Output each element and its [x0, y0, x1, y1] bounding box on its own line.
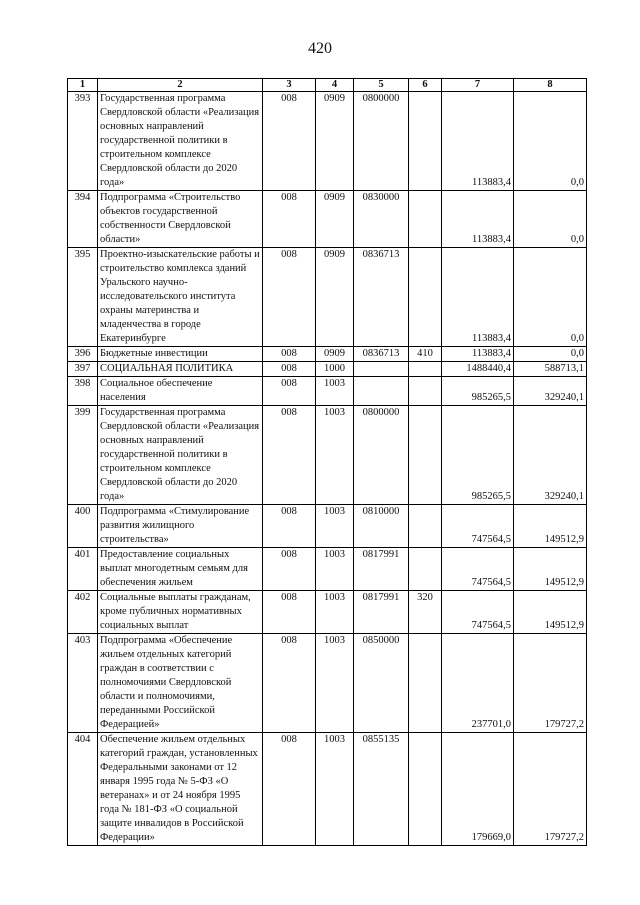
row-amount-8: 149512,9: [514, 591, 587, 634]
row-code-6: [409, 548, 442, 591]
row-name: Подпрограмма «Стимулирование развития жилищного строительства»: [98, 505, 263, 548]
row-code-6: 320: [409, 591, 442, 634]
row-code-5: 0800000: [354, 92, 409, 191]
row-code-3: 008: [263, 248, 316, 347]
row-amount-7: 113883,4: [442, 248, 514, 347]
row-code-4: 0909: [316, 92, 354, 191]
row-code-5: [354, 362, 409, 377]
row-code-4: 1003: [316, 505, 354, 548]
row-code-4: 0909: [316, 347, 354, 362]
row-amount-7: 747564,5: [442, 591, 514, 634]
row-amount-7: 747564,5: [442, 505, 514, 548]
row-code-5: [354, 377, 409, 406]
row-amount-7: 985265,5: [442, 377, 514, 406]
row-code-6: [409, 248, 442, 347]
row-amount-8: 179727,2: [514, 733, 587, 846]
row-code-4: 0909: [316, 248, 354, 347]
row-name: Подпрограмма «Обеспечение жильем отдельных категорий граждан в соответствии с полномочиями Свердловской области и полномочиями, переданными Российской Федерацией»: [98, 634, 263, 733]
row-code-3: 008: [263, 347, 316, 362]
row-code-4: 1000: [316, 362, 354, 377]
row-name: Социальные выплаты гражданам, кроме публичных нормативных социальных выплат: [98, 591, 263, 634]
row-name: Предоставление социальных выплат многодетным семьям для обеспечения жильем: [98, 548, 263, 591]
row-code-3: 008: [263, 377, 316, 406]
row-code-5: 0830000: [354, 191, 409, 248]
row-code-4: 0909: [316, 191, 354, 248]
row-amount-7: 985265,5: [442, 406, 514, 505]
row-name: Социальное обеспечение населения: [98, 377, 263, 406]
row-amount-8: 0,0: [514, 248, 587, 347]
header-cell: 1: [68, 79, 98, 92]
row-code-5: 0817991: [354, 548, 409, 591]
row-code-3: 008: [263, 505, 316, 548]
row-code-3: 008: [263, 548, 316, 591]
row-amount-7: 113883,4: [442, 92, 514, 191]
row-code-6: [409, 634, 442, 733]
row-code-5: 0850000: [354, 634, 409, 733]
row-number: 403: [68, 634, 98, 733]
header-cell: 2: [98, 79, 263, 92]
header-cell: 3: [263, 79, 316, 92]
row-code-3: 008: [263, 362, 316, 377]
row-amount-7: 1488440,4: [442, 362, 514, 377]
row-code-6: 410: [409, 347, 442, 362]
table-row: [68, 362, 587, 377]
budget-table: [67, 78, 587, 846]
row-amount-7: 179669,0: [442, 733, 514, 846]
row-name: Обеспечение жильем отдельных категорий граждан, установленных Федеральными законами от 12 января 1995 года № 5-ФЗ «О ветеранах» и от 24 ноября 1995 года № 181-ФЗ «О социальной защите инвалидов в Российской Федерации»: [98, 733, 263, 846]
row-code-6: [409, 406, 442, 505]
row-code-3: 008: [263, 733, 316, 846]
row-code-3: 008: [263, 92, 316, 191]
row-code-3: 008: [263, 591, 316, 634]
row-number: 402: [68, 591, 98, 634]
row-name: Государственная программа Свердловской области «Реализация основных направлений государственной политики в строительном комплексе Свердловской области до 2020 года»: [98, 406, 263, 505]
table-row: [68, 733, 587, 846]
row-number: 401: [68, 548, 98, 591]
row-number: 397: [68, 362, 98, 377]
table-row: [68, 248, 587, 347]
table-row: [68, 406, 587, 505]
row-code-5: 0836713: [354, 347, 409, 362]
row-name: Проектно-изыскательские работы и строительство комплекса зданий Уральского научно-исследовательского института охраны материнства и младенчества в городе Екатеринбурге: [98, 248, 263, 347]
row-amount-7: 113883,4: [442, 191, 514, 248]
row-code-6: [409, 377, 442, 406]
row-amount-8: 179727,2: [514, 634, 587, 733]
table-header-row: [68, 79, 587, 92]
row-code-6: [409, 505, 442, 548]
row-number: 398: [68, 377, 98, 406]
row-name: Государственная программа Свердловской области «Реализация основных направлений государственной политики в строительном комплексе Свердловской области до 2020 года»: [98, 92, 263, 191]
row-code-3: 008: [263, 191, 316, 248]
table-row: [68, 505, 587, 548]
row-code-5: 0817991: [354, 591, 409, 634]
row-number: 404: [68, 733, 98, 846]
row-amount-8: 329240,1: [514, 377, 587, 406]
table-row: [68, 634, 587, 733]
row-amount-8: 588713,1: [514, 362, 587, 377]
row-amount-7: 237701,0: [442, 634, 514, 733]
table-row: [68, 377, 587, 406]
row-number: 395: [68, 248, 98, 347]
table-row: [68, 548, 587, 591]
table-row: [68, 92, 587, 191]
row-number: 399: [68, 406, 98, 505]
row-code-6: [409, 191, 442, 248]
row-code-5: 0855135: [354, 733, 409, 846]
row-code-4: 1003: [316, 377, 354, 406]
row-amount-7: 113883,4: [442, 347, 514, 362]
row-number: 393: [68, 92, 98, 191]
row-amount-8: 149512,9: [514, 548, 587, 591]
header-cell: 7: [442, 79, 514, 92]
row-code-3: 008: [263, 634, 316, 733]
row-amount-8: 329240,1: [514, 406, 587, 505]
table-row: [68, 591, 587, 634]
row-code-6: [409, 362, 442, 377]
row-code-4: 1003: [316, 548, 354, 591]
row-code-6: [409, 92, 442, 191]
row-amount-8: 149512,9: [514, 505, 587, 548]
table-row: [68, 191, 587, 248]
header-cell: 5: [354, 79, 409, 92]
row-code-5: 0800000: [354, 406, 409, 505]
row-name: Бюджетные инвестиции: [98, 347, 263, 362]
row-number: 400: [68, 505, 98, 548]
row-code-4: 1003: [316, 634, 354, 733]
row-code-4: 1003: [316, 591, 354, 634]
row-code-5: 0810000: [354, 505, 409, 548]
row-name: СОЦИАЛЬНАЯ ПОЛИТИКА: [98, 362, 263, 377]
row-number: 394: [68, 191, 98, 248]
header-cell: 6: [409, 79, 442, 92]
row-amount-8: 0,0: [514, 191, 587, 248]
header-cell: 8: [514, 79, 587, 92]
row-number: 396: [68, 347, 98, 362]
row-code-3: 008: [263, 406, 316, 505]
header-cell: 4: [316, 79, 354, 92]
row-code-5: 0836713: [354, 248, 409, 347]
row-code-4: 1003: [316, 406, 354, 505]
row-amount-7: 747564,5: [442, 548, 514, 591]
page-number: 420: [308, 40, 332, 57]
row-amount-8: 0,0: [514, 92, 587, 191]
table-row: [68, 347, 587, 362]
row-code-4: 1003: [316, 733, 354, 846]
row-code-6: [409, 733, 442, 846]
row-name: Подпрограмма «Строительство объектов государственной собственности Свердловской области»: [98, 191, 263, 248]
row-amount-8: 0,0: [514, 347, 587, 362]
